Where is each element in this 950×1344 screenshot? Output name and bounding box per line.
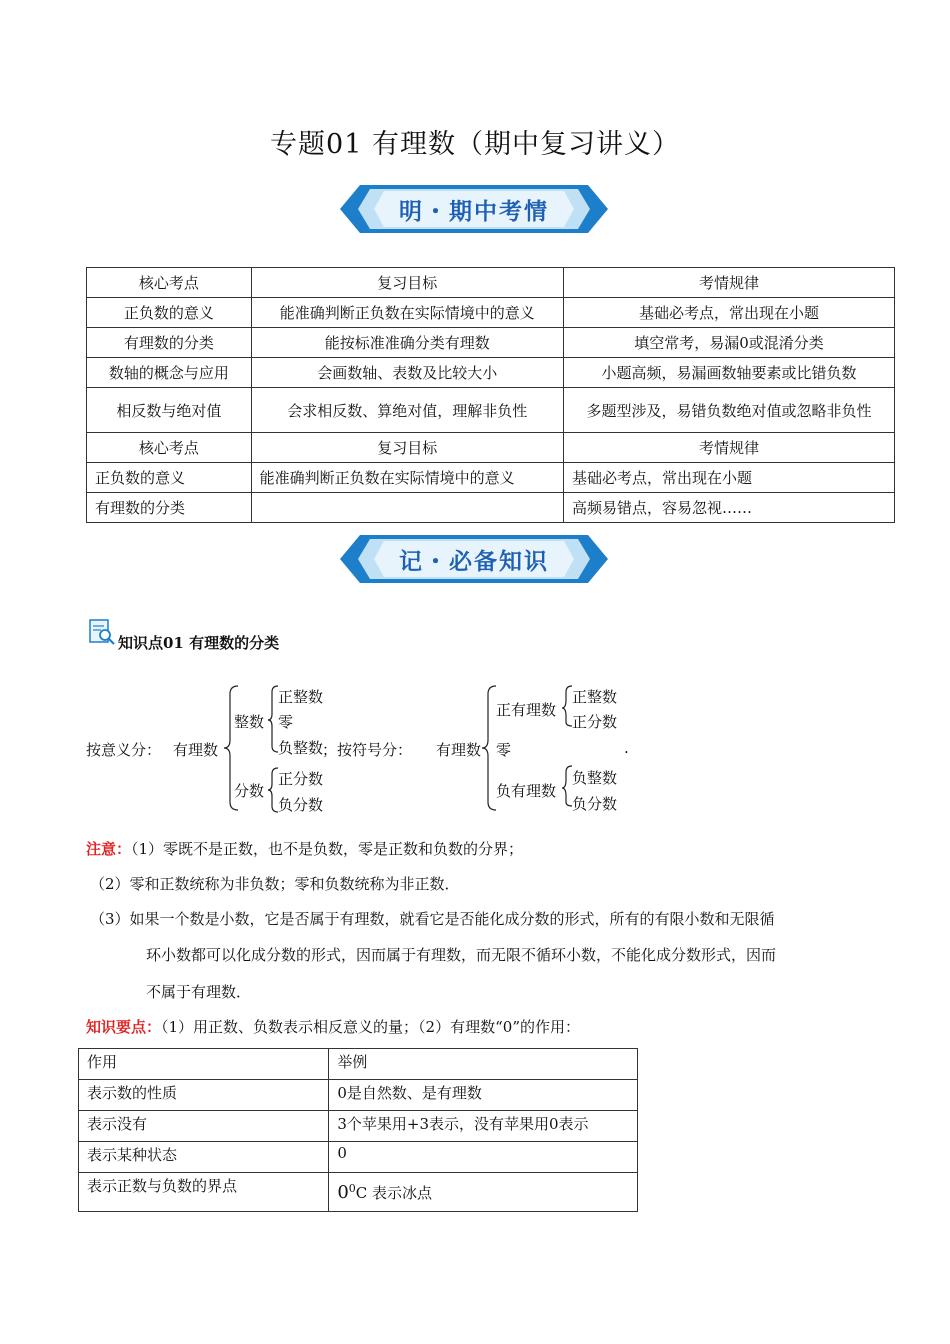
diagram-fraction: 分数 bbox=[234, 782, 265, 800]
table-cell: 基础必考点，常出现在小题 bbox=[563, 298, 894, 328]
table-cell bbox=[251, 493, 563, 523]
zero-role-table bbox=[78, 1048, 638, 1212]
key-points-label: 知识要点： bbox=[86, 1018, 162, 1036]
table-cell: 考情规律 bbox=[563, 433, 894, 463]
table-cell: 能准确判断正负数在实际情境中的意义 bbox=[251, 298, 563, 328]
diagram-positive-rational: 正有理数 bbox=[496, 701, 557, 719]
key-points-text: （1）用正数、负数表示相反意义的量；（2）有理数“0”的作用： bbox=[161, 1018, 580, 1036]
diagram-positive-fraction-2: 正分数 bbox=[572, 713, 618, 731]
table-row bbox=[87, 298, 895, 328]
table-cell: 多题型涉及，易错负数绝对值或忽略非负性 bbox=[563, 388, 894, 433]
diagram-zero-2: 零 bbox=[496, 741, 512, 759]
table-row bbox=[79, 1173, 638, 1212]
table-cell: 核心考点 bbox=[87, 268, 252, 298]
degree-superscript: 0 bbox=[348, 1181, 356, 1195]
table-cell: 表示正数与负数的界点 bbox=[79, 1173, 329, 1212]
table-cell: 相反数与绝对值 bbox=[87, 388, 252, 433]
exam-table bbox=[86, 267, 895, 523]
table-cell: 作用 bbox=[79, 1049, 329, 1080]
table-cell: 小题高频，易漏画数轴要素或比错负数 bbox=[563, 358, 894, 388]
table-cell: 考情规律 bbox=[563, 268, 894, 298]
classification-diagram bbox=[86, 680, 646, 820]
table-cell: 0 bbox=[329, 1142, 638, 1173]
table-row bbox=[79, 1080, 638, 1111]
table-cell: 会画数轴、表数及比较大小 bbox=[251, 358, 563, 388]
table-cell: 复习目标 bbox=[251, 268, 563, 298]
table-header-row bbox=[79, 1049, 638, 1080]
diagram-positive-integer: 正整数 bbox=[278, 688, 324, 706]
key-points-line bbox=[86, 1016, 580, 1038]
section-banner-exam bbox=[340, 183, 608, 235]
table-cell: 0是自然数、是有理数 bbox=[329, 1080, 638, 1111]
section-banner-knowledge bbox=[340, 533, 608, 585]
diagram-positive-integer-2: 正整数 bbox=[572, 688, 618, 706]
table-cell: 3个苹果用+3表示，没有苹果用0表示 bbox=[329, 1111, 638, 1142]
page-title: 专题01 有理数（期中复习讲义） bbox=[270, 129, 680, 160]
banner-label: 记・必备知识 bbox=[399, 549, 549, 575]
note-line-3c: 不属于有理数． bbox=[146, 983, 252, 1001]
table-cell: 正负数的意义 bbox=[87, 298, 252, 328]
table-cell: 表示没有 bbox=[79, 1111, 329, 1142]
table-cell: 有理数的分类 bbox=[87, 328, 252, 358]
table-cell: 会求相反数、算绝对值，理解非负性 bbox=[251, 388, 563, 433]
diagram-negative-rational: 负有理数 bbox=[496, 782, 557, 800]
diagram-negative-fraction-2: 负分数 bbox=[572, 795, 618, 813]
diagram-zero: 零 bbox=[278, 713, 294, 731]
table-cell: 填空常考，易漏0或混淆分类 bbox=[563, 328, 894, 358]
table-cell: 高频易错点，容易忽视…… bbox=[563, 493, 894, 523]
diagram-integer: 整数 bbox=[234, 713, 265, 731]
diagram-separator: ；按符号分： bbox=[322, 741, 413, 759]
knowledge-search-icon bbox=[88, 618, 116, 646]
table-cell: 数轴的概念与应用 bbox=[87, 358, 252, 388]
degree-text: C 表示冰点 bbox=[355, 1183, 433, 1202]
table-cell: 核心考点 bbox=[87, 433, 252, 463]
table-row bbox=[87, 328, 895, 358]
table-cell: 举例 bbox=[329, 1049, 638, 1080]
degree-zero: 0 bbox=[337, 1181, 349, 1203]
table-header-row bbox=[87, 268, 895, 298]
note-line-3b: 环小数都可以化成分数的形式，因而属于有理数，而无限不循环小数，不能化成分数形式，因而 bbox=[146, 946, 777, 964]
table-cell: 正负数的意义 bbox=[87, 463, 252, 493]
diagram-negative-integer: 负整数 bbox=[278, 739, 324, 757]
table-cell: 复习目标 bbox=[251, 433, 563, 463]
note-label: 注意： bbox=[86, 840, 132, 858]
banner-label: 明・期中考情 bbox=[399, 199, 549, 225]
table-cell: 表示数的性质 bbox=[79, 1080, 329, 1111]
note-line-2: （2）零和正数统称为非负数；零和负数统称为非正数． bbox=[90, 875, 460, 893]
table-cell: 能按标准准确分类有理数 bbox=[251, 328, 563, 358]
diagram-root-rational: 有理数 bbox=[173, 741, 219, 759]
table-row bbox=[87, 433, 895, 463]
diagram-negative-fraction: 负分数 bbox=[278, 796, 324, 814]
table-row bbox=[79, 1111, 638, 1142]
note-line-1 bbox=[86, 838, 523, 860]
diagram-positive-fraction: 正分数 bbox=[278, 770, 324, 788]
table-cell: 有理数的分类 bbox=[87, 493, 252, 523]
table-cell: 能准确判断正负数在实际情境中的意义 bbox=[251, 463, 563, 493]
note-text-1: （1）零既不是正数，也不是负数，零是正数和负数的分界； bbox=[131, 840, 524, 858]
diagram-root-rational-sign: 有理数 bbox=[436, 741, 482, 759]
table-row bbox=[87, 358, 895, 388]
knowledge-point-title: 知识点01 有理数的分类 bbox=[118, 634, 280, 652]
table-cell bbox=[329, 1173, 638, 1212]
note-line-3a: （3）如果一个数是小数，它是否属于有理数，就看它是否能化成分数的形式，所有的有限小数和无限循 bbox=[90, 910, 775, 928]
table-cell: 基础必考点，常出现在小题 bbox=[563, 463, 894, 493]
table-cell: 表示某种状态 bbox=[79, 1142, 329, 1173]
diagram-prefix-meaning: 按意义分： bbox=[86, 741, 162, 759]
table-row bbox=[87, 463, 895, 493]
table-row bbox=[87, 388, 895, 433]
diagram-negative-integer-2: 负整数 bbox=[572, 769, 618, 787]
diagram-end-period: . bbox=[624, 739, 629, 757]
table-row bbox=[79, 1142, 638, 1173]
table-row bbox=[87, 493, 895, 523]
